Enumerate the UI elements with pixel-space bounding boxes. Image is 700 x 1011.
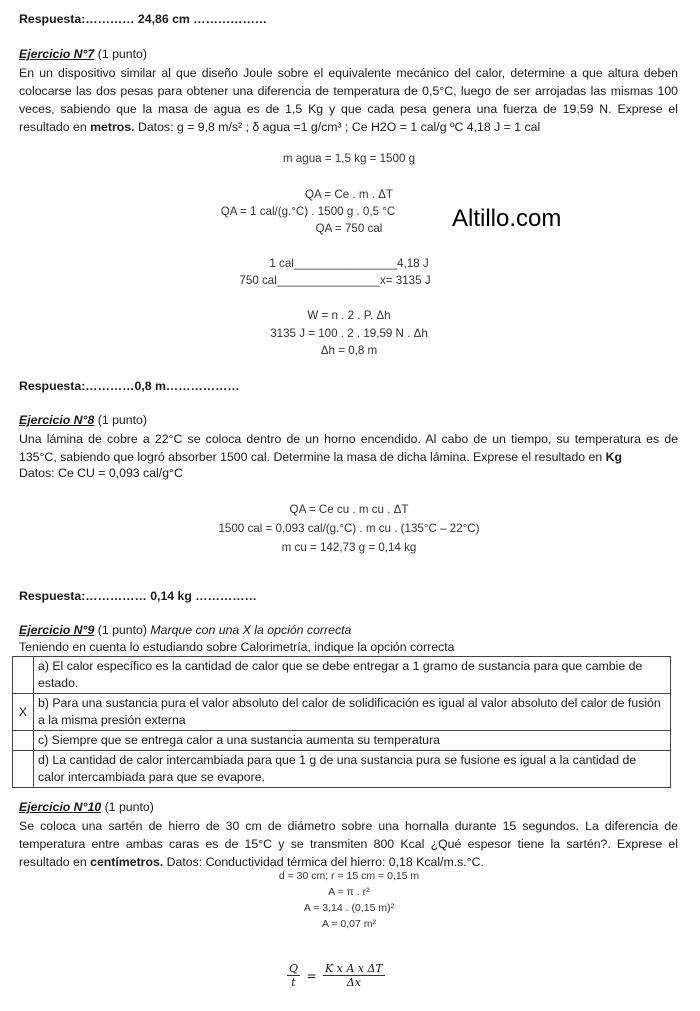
ex7-data: Datos: g = 9,8 m/s² ; δ agua =1 g/cm³ ; Ce H2O = 1 cal/g ºC 4,18 J = 1 cal xyxy=(134,120,541,134)
frac-q-over-t xyxy=(287,962,300,989)
ex7-rule-line1: 1 cal________________4,18 J xyxy=(269,257,429,270)
ex7-heading-line xyxy=(19,47,147,61)
ex8-points: (1 punto) xyxy=(94,413,147,427)
ex7-work-substitution: 3135 J = 100 . 2 . 19,59 N . Δh xyxy=(270,327,428,340)
frac-kadt-over-dx xyxy=(323,962,385,989)
option-a-mark[interactable] xyxy=(13,657,34,694)
ex7-work-result: Δh = 0,8 m xyxy=(320,344,378,357)
ex9-heading-line xyxy=(19,623,351,637)
ex10-statement xyxy=(19,817,678,871)
ex8-unit: Kg xyxy=(605,450,623,464)
ex7-rule-line2: 750 cal________________x= 3135 J xyxy=(239,274,431,287)
ex10-text: Se coloca una sartén de hierro de 30 cm de diámetro sobre una hornalla durante 15 segundos. La diferencia de temperatura entre ambas caras es de 15°C y se transmiten 800 Kcal ¿Qué espesor tiene la sartén?. Exprese el resultado en xyxy=(19,819,678,869)
ex8-formula: QA = Ce cu . m cu . ΔT xyxy=(289,503,409,516)
option-row-c[interactable] xyxy=(13,731,671,751)
ex7-statement xyxy=(19,64,678,136)
option-a-text: a) El calor específico es la cantidad de calor que se debe entregar a 1 gramo de sustancia para que cambie de estado. xyxy=(34,657,671,694)
ex10-unit: centímetros. xyxy=(90,855,164,869)
ex7-mass: m agua = 1,5 kg = 1500 g xyxy=(282,152,416,165)
ex9-instruction: Marque con una X la opción correcta xyxy=(150,623,352,637)
frac-dx: Δx xyxy=(346,976,361,989)
ex7-qa-substitution: QA = 1 cal/(g.°C) . 1500 g . 0,5 °C xyxy=(220,205,396,218)
ex7-heading: Ejercicio N°7 xyxy=(19,47,95,61)
frac-t: t xyxy=(291,976,296,989)
option-c-mark[interactable] xyxy=(13,731,34,751)
frac-q: Q xyxy=(289,962,299,975)
ex8-substitution: 1500 cal = 0,093 cal/(g.°C) . m cu . (135°C – 22°C) xyxy=(218,522,480,535)
q6-answer: Respuesta:………… 24,86 cm ……………… xyxy=(19,12,268,26)
ex10-points: (1 punto) xyxy=(101,800,154,814)
ex10-area-substitution: A = 3,14 . (0,15 m)² xyxy=(303,902,395,914)
altillo-watermark: Altillo.com xyxy=(452,205,562,232)
ex9-points: (1 punto) xyxy=(94,623,151,637)
ex10-data: Datos: Conductividad térmica del hierro: 0,18 Kcal/m.s.°C. xyxy=(163,855,484,869)
ex8-answer: Respuesta:…………… 0,14 kg …………… xyxy=(19,589,257,603)
ex8-text: Una lámina de cobre a 22°C se coloca dentro de un horno encendido. Al cabo de un tiempo, su temperatura es de 135°C, sabiendo que logró absorber 1500 cal. Determine la masa de dicha lámina. Exprese el resultado en xyxy=(19,432,678,464)
equals-sign: = xyxy=(306,968,317,983)
ex10-area-formula: A = π . r² xyxy=(328,886,370,898)
ex7-work-formula: W = n . 2 . P. Δh xyxy=(307,309,391,322)
ex8-heading: Ejercicio N°8 xyxy=(19,413,95,427)
ex7-points: (1 punto) xyxy=(94,47,147,61)
option-row-b[interactable] xyxy=(13,694,671,731)
ex9-intro: Teniendo en cuenta lo estudiando sobre Calorimetría, indique la opción correcta xyxy=(19,640,455,654)
option-b-mark[interactable]: X xyxy=(13,694,34,731)
ex10-radius: d = 30 cm; r = 15 cm = 0,15 m xyxy=(278,870,420,882)
option-d-mark[interactable] xyxy=(13,751,34,788)
option-b-text: b) Para una sustancia pura el valor absoluto del calor de solidificación es igual al valor absoluto del calor de fusión a la misma presión externa xyxy=(34,694,671,731)
ex7-unit: metros. xyxy=(90,120,135,134)
option-row-d[interactable] xyxy=(13,751,671,788)
ex10-heading: Ejercicio N°10 xyxy=(19,800,102,814)
option-row-a[interactable] xyxy=(13,657,671,694)
frac-kadt: K x A x ΔT xyxy=(324,962,383,975)
ex7-qa-formula: QA = Ce . m . ΔT xyxy=(305,188,393,201)
ex10-area-result: A = 0,07 m² xyxy=(322,918,376,930)
option-d-text: d) La cantidad de calor intercambiada para que 1 g de una sustancia pura se fusione es igual a la cantidad de calor intercambiada para que se evapore. xyxy=(34,751,671,788)
ex8-heading-line xyxy=(19,413,147,427)
ex7-answer: Respuesta:…………0,8 m……………… xyxy=(19,379,240,393)
ex7-text: En un dispositivo similar al que diseño Joule sobre el equivalente mecánico del calor, determine a que altura deben colocarse las dos pesas para obtener una diferencia de temperatura de 0,5°C, luego de ser arrojadas las mismas 100 veces, sabiendo que la masa de agua es de 1,5 Kg y que cada pesa genera una fuerza de 19,59 N. Exprese el resultado en xyxy=(19,66,678,134)
ex9-heading: Ejercicio N°9 xyxy=(19,623,95,637)
ex8-statement xyxy=(19,430,678,466)
ex10-heading-line xyxy=(19,800,154,814)
ex9-options-table xyxy=(12,656,671,788)
option-c-text: c) Siempre que se entrega calor a una sustancia aumenta su temperatura xyxy=(34,731,671,751)
ex10-conduction-equation xyxy=(287,962,385,989)
ex8-data: Datos: Ce CU = 0,093 cal/g°C xyxy=(19,466,183,480)
ex8-result: m cu = 142,73 g = 0,14 kg xyxy=(281,541,417,554)
ex7-qa-result: QA = 750 cal xyxy=(315,222,383,235)
